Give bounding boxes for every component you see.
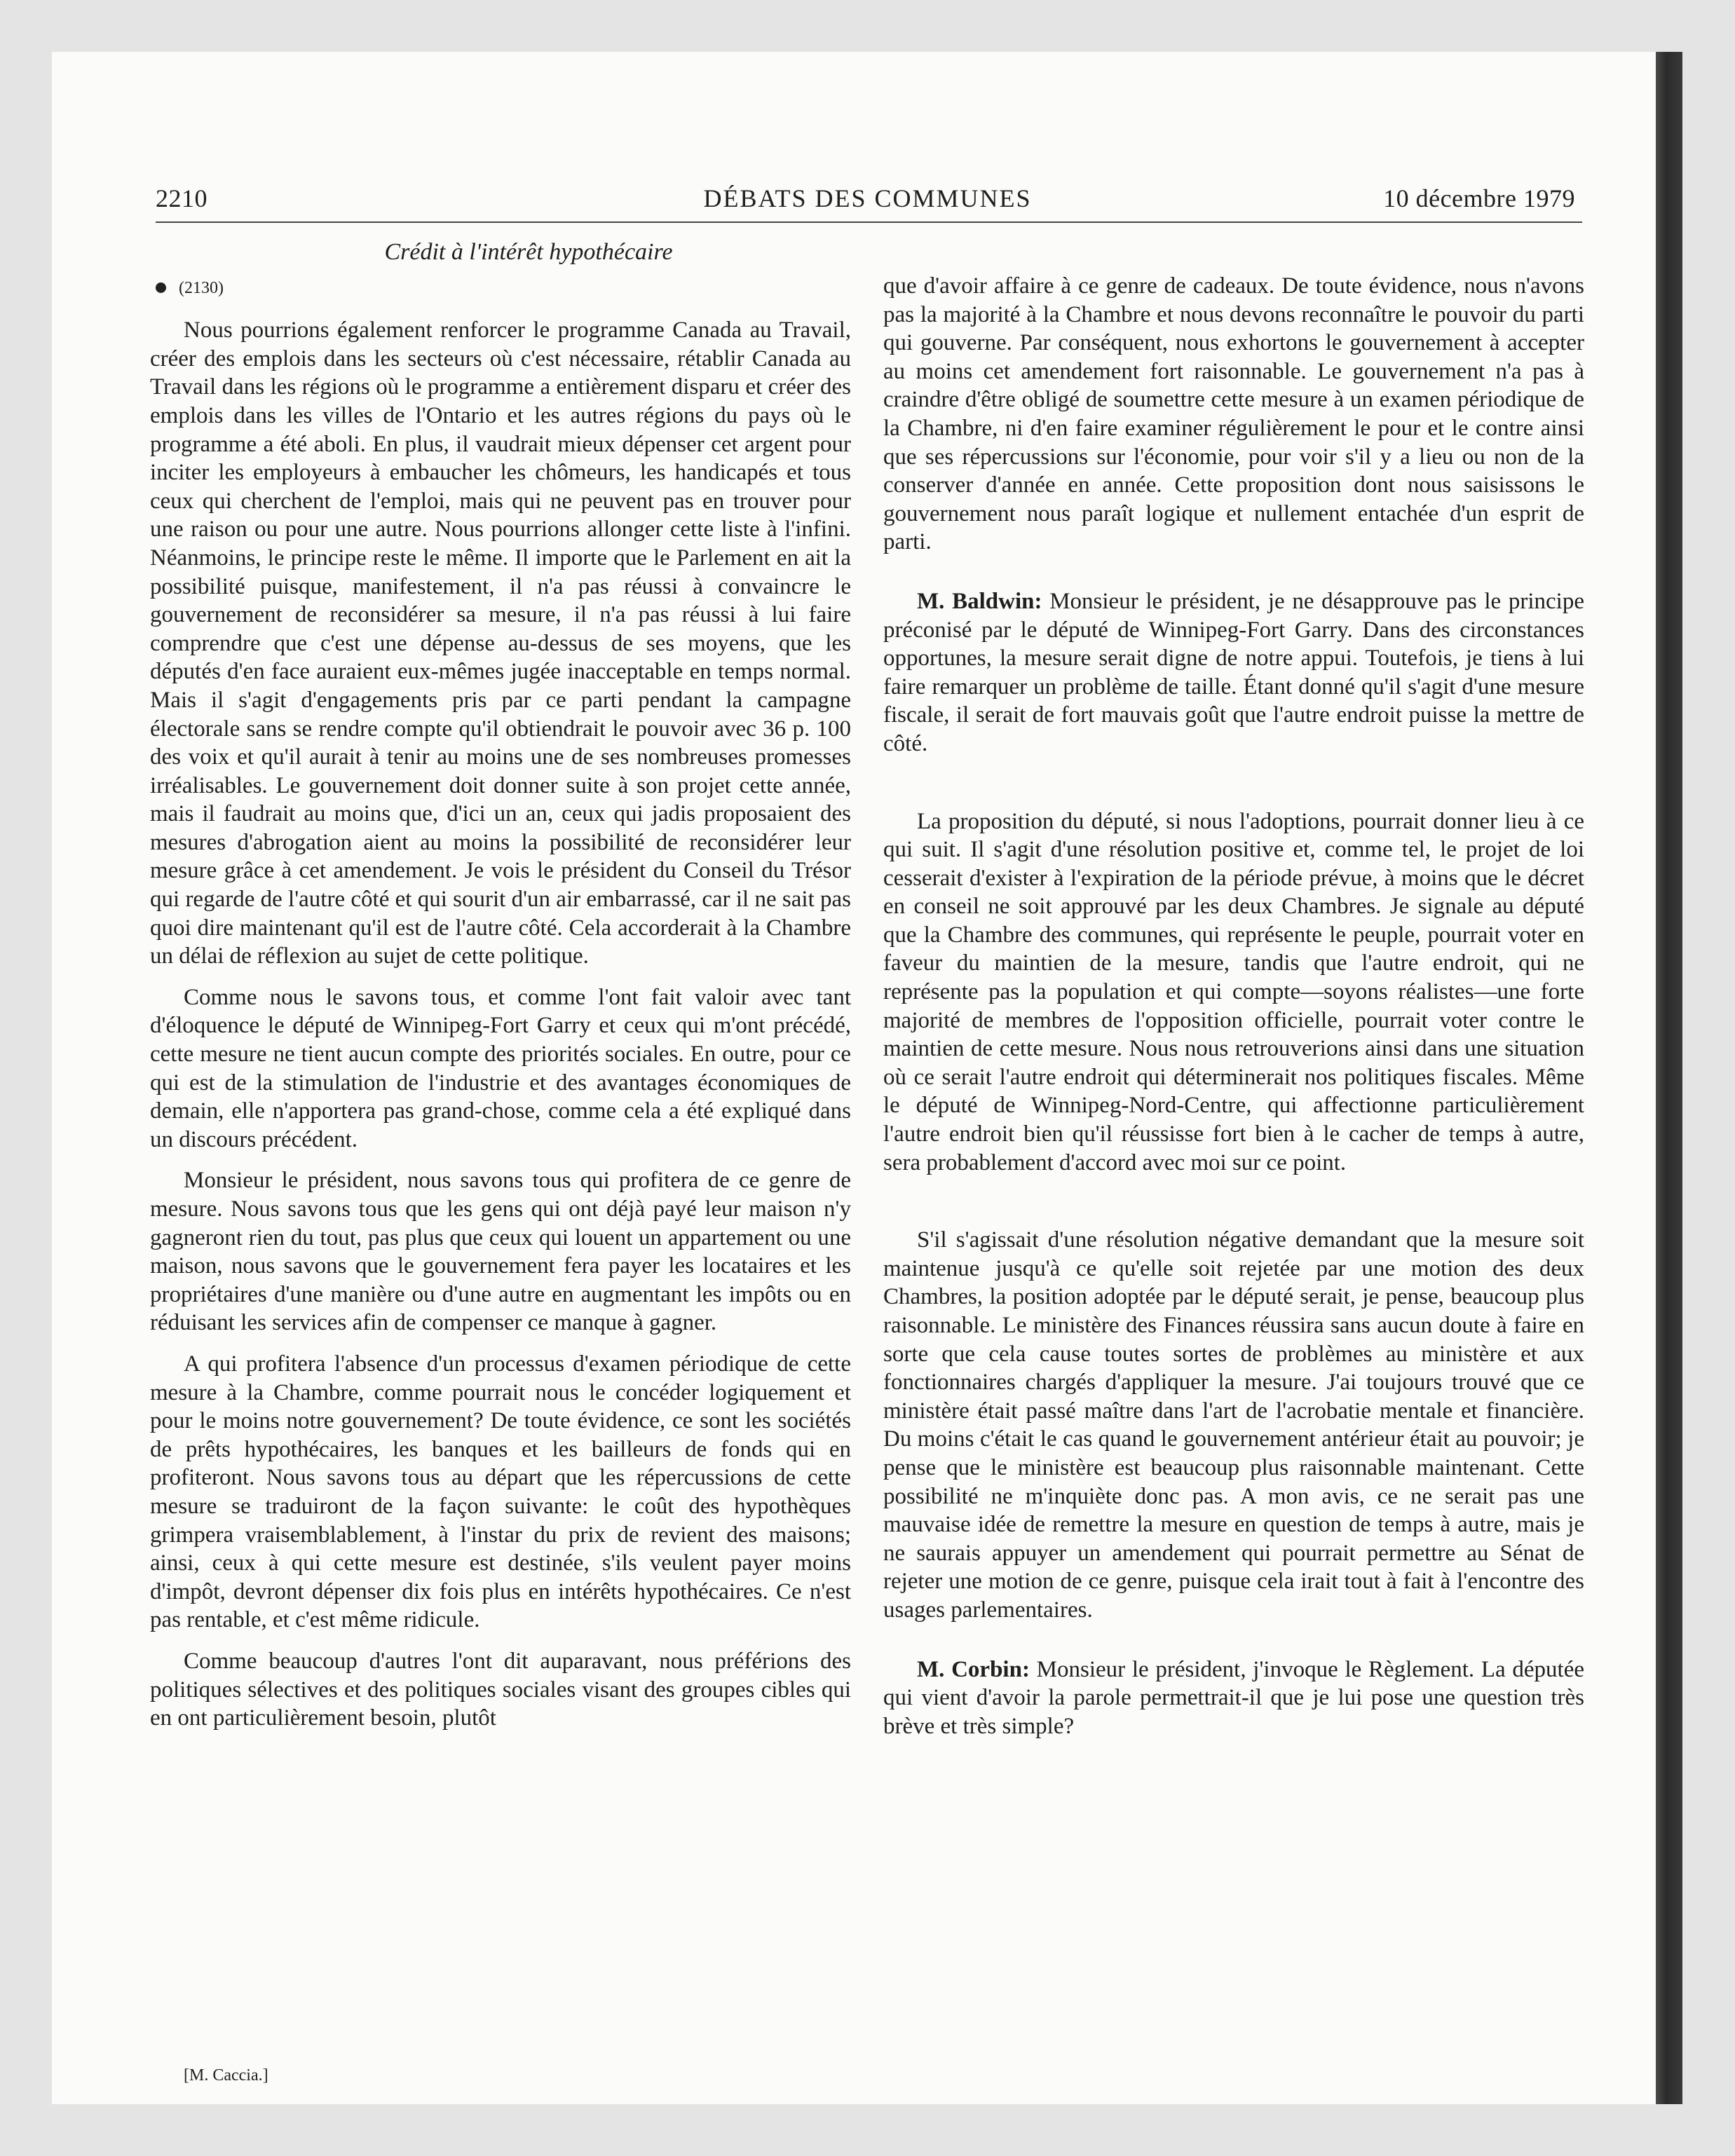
paragraph: S'il s'agissait d'une résolution négative demandant que la mesure soit maintenue jusqu'à ce qu'elle soit rejetée par une motion des deux Chambres, la position adoptée par le député serait, je pense, beaucoup plus raisonnable. Le ministère des Finances réussira sans aucun doute à faire en sorte que cela cause toutes sortes de problèmes au ministère et aux fonctionnaires chargés d'appliquer la mesure. J'ai toujours trouvé que ce ministère était passé maître dans l'art de l'acrobatie mentale et financière. Du moins c'était le cas quand le gouvernement antérieur était au pouvoir; je pense que le ministère est beaucoup plus raisonnable maintenant. Cette possibilité ne m'inquiète donc pas. A mon avis, ce ne serait pas une mauvaise idée de remettre la mesure en question de temps à autre, mais je ne saurais appuyer un amendement qui pourrait permettre au Sénat de rejeter une motion de ce genre, puisque cela irait tout à fait à l'encontre des usages parlementaires. xyxy=(883,1227,1584,1623)
speaker-attribution: [M. Caccia.] xyxy=(184,2066,268,2085)
bullet-icon xyxy=(156,282,166,293)
speech-text: Monsieur le président, j'invoque le Règlement. La députée qui vient d'avoir la parole permettrait-il que je lui pose une question très brève et très simple? xyxy=(883,1656,1585,1739)
paragraph: Comme nous le savons tous, et comme l'ont fait valoir avec tant d'éloquence le député de Winnipeg-Fort Garry et ceux qui m'ont précédé, cette mesure ne tient aucun compte des priorités sociales. En outre, pour ce qui est de la stimulation de l'industrie et des avantages économiques de demain, elle n'apportera pas grand-chose, comme cela a été expliqué dans un discours précédent. xyxy=(150,984,851,1152)
scan-edge-strip xyxy=(1656,52,1682,2104)
paragraph: Comme beaucoup d'autres l'ont dit auparavant, nous préférions des politiques sélectives et des politiques sociales visant des groupes cibles qui en ont particulièrement besoin, plutôt xyxy=(150,1648,851,1731)
speech-text: Monsieur le président, je ne désapprouve pas le principe préconisé par le député de Winnipeg-Fort Garry. Dans des circonstances opportunes, la mesure serait digne de notre appui. Toutefois, je tiens à lui faire remarquer un problème de taille. Étant donné qu'il s'agit d'une mesure fiscale, il serait de fort mauvais goût que l'autre endroit puisse la mettre de côté. xyxy=(883,588,1584,756)
time-stamp-text: (2130) xyxy=(179,278,224,297)
right-column xyxy=(883,272,1584,1740)
page-date: 10 décembre 1979 xyxy=(1383,184,1575,212)
speech-baldwin xyxy=(883,587,1584,758)
paragraph: Monsieur le président, nous savons tous qui profitera de ce genre de mesure. Nous savons tous que les gens qui ont déjà payé leur maison n'y gagneront rien du tout, pas plus que ceux qui louent un appartement ou une maison, nous savons que le gouvernement fera payer les locataires et les propriétaires d'une manière ou d'une autre en augmentant les impôts ou en réduisant les services afin de compenser ce manque à gagner. xyxy=(150,1168,851,1336)
header-rule xyxy=(156,221,1582,223)
speaker-name: M. Baldwin: xyxy=(917,588,1042,614)
section-title: Crédit à l'intérêt hypothécaire xyxy=(384,239,673,265)
speech-corbin xyxy=(883,1656,1584,1741)
paragraph: La proposition du député, si nous l'adoptions, pourrait donner lieu à ce qui suit. Il s'agit d'une résolution positive et, comme tel, le projet de loi cesserait d'exister à l'expiration de la période prévue, à moins que le décret en conseil ne soit approuvé par les deux Chambres. Je signale au député que la Chambre des communes, qui représente le peuple, pourrait voter en faveur du maintien de la mesure, tandis que l'autre endroit, qui ne représente pas la population et qui compte—soyons réalistes—une forte majorité de membres de l'opposition officielle, pourrait voter contre le maintien de cette mesure. Nous nous retrouverions ainsi dans une situation où ce serait l'autre endroit qui déterminerait nos politiques fiscales. Même le député de Winnipeg-Nord-Centre, qui affectionne particulièrement l'autre endroit bien qu'il réussisse fort bien à le cacher de temps à autre, sera probablement d'accord avec moi sur ce point. xyxy=(883,808,1584,1175)
page-number: 2210 xyxy=(156,184,207,212)
paragraph: Nous pourrions également renforcer le programme Canada au Travail, créer des emplois dans les secteurs où c'est nécessaire, rétablir Canada au Travail dans les régions où le programme a entièrement disparu et créer des emplois dans les villes de l'Ontario et les autres régions du pays où le programme a été aboli. En plus, il vaudrait mieux dépenser cet argent pour inciter les employeurs à embaucher les chômeurs, les handicapés et tous ceux qui cherchent de l'emploi, mais qui ne peuvent pas en trouver pour une raison ou pour une autre. Nous pourrions allonger cette liste à l'infini. Néanmoins, le principe reste le même. Il importe que le Parlement en ait la possibilité puisque, manifestement, il n'a pas réussi à convaincre le gouvernement de reconsidérer sa mesure, il n'a pas réussi à lui faire comprendre que c'est une dépense au-dessus de ses moyens, que les députés d'en face auraient eux-mêmes jugée inacceptable en temps normal. Mais il s'agit d'engagements pris par ce parti pendant la campagne électorale sans se rendre compte qu'il obtiendrait le pouvoir avec 36 p. 100 des voix et qu'il aurait à tenir au moins une de ses nombreuses promesses irréalisables. Le gouvernement doit donner suite à son projet cette année, mais il faudrait au moins que, d'ici un an, ceux qui jadis proposaient des mesures d'abrogation aient au moins la possibilité de reconsidérer leur mesure grâce à cet amendement. Je vois le président du Conseil du Trésor qui regarde de l'autre côté et qui sourit d'un air embarrassé, car il ne sait pas quoi dire maintenant qu'il est de l'autre côté. Cela accorderait à la Chambre un délai de réflexion au sujet de cette politique. xyxy=(150,318,851,969)
paragraph: A qui profitera l'absence d'un processus d'examen périodique de cette mesure à la Chambre, comme pourrait nous le concéder logiquement et pour le moins notre gouvernement? De toute évidence, ce sont les sociétés de prêts hypothécaires, les banques et les bailleurs de fonds qui en profiteront. Nous savons tous au départ que les répercussions de cette mesure se traduiront de la façon suivante: le coût des hypothèques grimpera vraisemblablement, à l'instar du prix de revient des maisons; ainsi, ceux à qui cette mesure est destinée, s'ils veulent payer moins d'impôt, devront dépenser dix fois plus en intérêts hypothécaires. Ce n'est pas rentable, et c'est même ridicule. xyxy=(150,1351,851,1633)
speaker-name: M. Corbin: xyxy=(917,1656,1030,1682)
publication-title: DÉBATS DES COMMUNES xyxy=(703,184,1032,212)
left-column xyxy=(150,238,851,1733)
paragraph-continuation: que d'avoir affaire à ce genre de cadeaux. De toute évidence, nous n'avons pas la majorité à la Chambre et nous devons reconnaître le pouvoir du parti qui gouverne. Par conséquent, nous exhortons le gouvernement à accepter au moins cet amendement fort raisonnable. Le gouvernement n'a pas à craindre d'être obligé de soumettre cette mesure à un examen périodique de la Chambre, ni d'en faire examiner régulièrement le pour et le contre ainsi que ses répercussions sur l'économie, pour voir s'il y a lieu ou non de la conserver d'année en année. Cette proposition dont nous saisissons le gouvernement nous paraît logique et nullement entachée d'un esprit de parti. xyxy=(883,273,1584,555)
time-stamp xyxy=(156,274,851,303)
